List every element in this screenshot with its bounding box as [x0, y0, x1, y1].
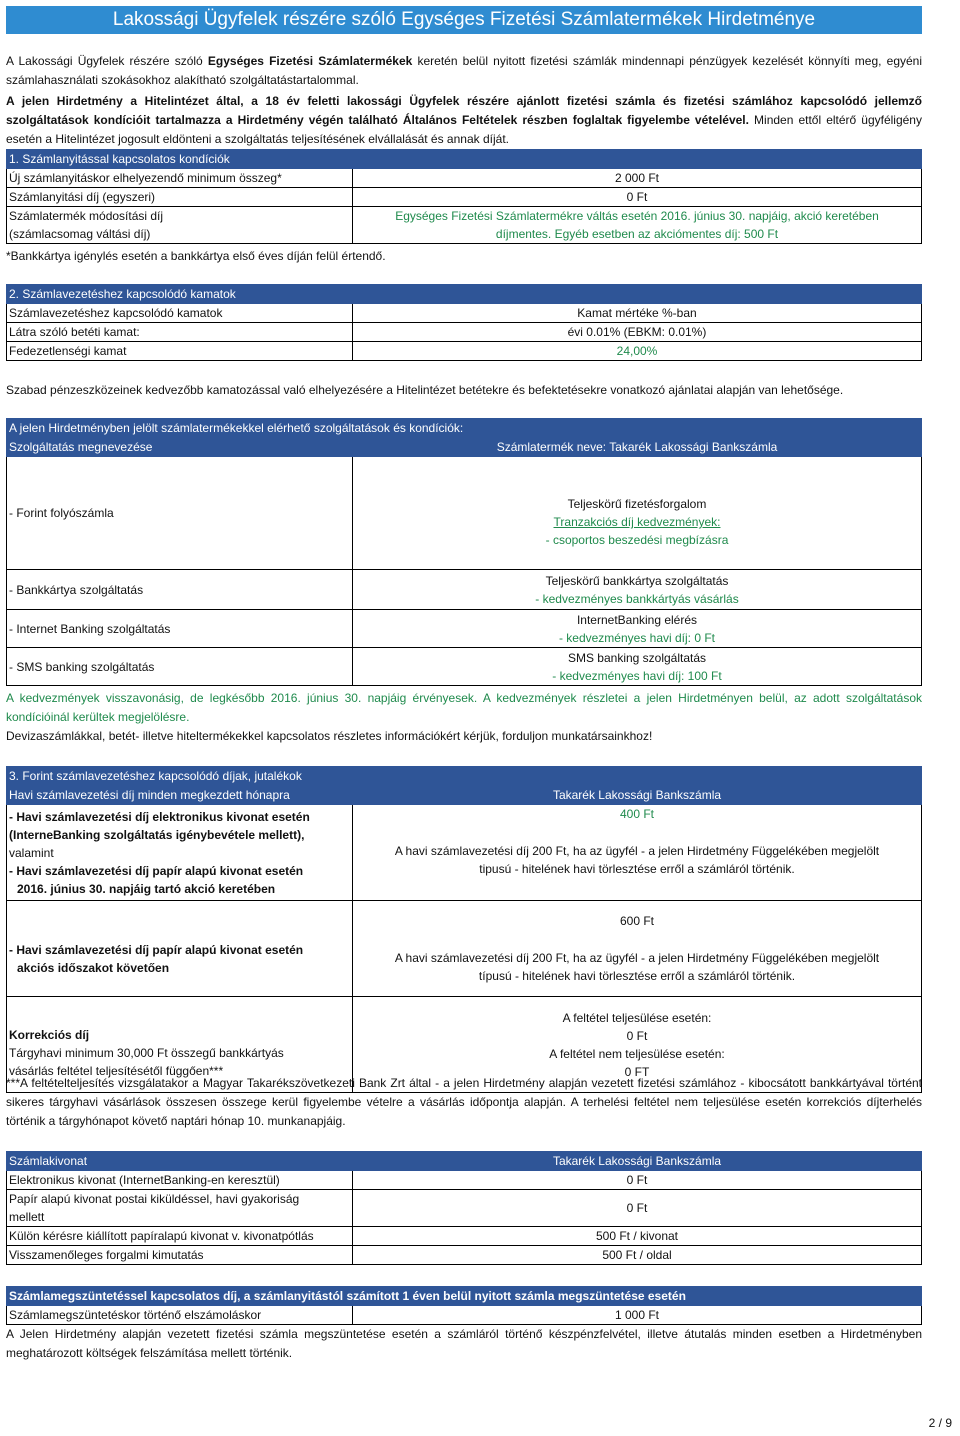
section-header: 2. Számlavezetéshez kapcsolódó kamatok: [7, 285, 922, 304]
service-forint-details: Teljeskörű fizetésforgalom Tranzakciós díj kedvezmények: - csoportos beszedési megbízásra: [353, 457, 922, 570]
discount-validity: A kedvezmények visszavonásig, de legkésőbb 2016. június 30. napjáig érvényesek. A kedvezmények részletei a jelen Hirdetményen belül, az adott szolgáltatások kondícióinál kerültek megjelölésre.: [6, 691, 922, 724]
fee-value: 400 Ft A havi számlavezetési díj 200 Ft, ha az ügyfél - a jelen Hirdetmény Függelékében megjelölt tipusú - hitelének havi törlesztése erről a számláról történik.: [353, 805, 922, 901]
intro-paragraph: A Lakossági Ügyfelek részére szóló Egységes Fizetési Számlatermékek keretén belül nyitott fizetési számlák mindennapi pénzügyek kezelését könnyíti meg, egyéni számlahasználati szokásokhoz alakítható szolgáltatástartalommal.: [6, 54, 923, 87]
service-sms: - SMS banking szolgáltatás: [7, 648, 353, 686]
column-header: Számlavezetéshez kapcsolódó kamatok: [7, 304, 353, 323]
footnote: *Bankkártya igénylés esetén a bankkártya első éves díján felül értendő.: [6, 249, 386, 263]
page-title: Lakossági Ügyfelek részére szóló Egységes Fizetési Számlatermékek Hirdetménye: [6, 6, 922, 34]
correction-fee-note: ***A feltételteljesítés vizsgálatakor a Magyar Takarékszövetkezeti Bank Zrt által - a jelen Hirdetmény alapján vezetett fizetési számlához - kibocsátott bankkártyával történt sikeres tárgyhavi vásárlások összesen összege kerül figyelembe vételre a vásárlás időpontja alapján. A terhelési feltétel nem teljesülése esetén korrekciós díjterhelés történik a tárgyhónapot követő naptári hónap 10. munkanapjáig.: [6, 1076, 922, 1128]
row-label: Papír alapú kivonat postai kiküldéssel, havi gyakoriság mellett: [7, 1190, 353, 1227]
account-opening-table: [6, 149, 922, 244]
section-header: A jelen Hirdetményben jelölt számlatermékekkel elérhető szolgáltatások és kondíciók:: [7, 419, 922, 438]
row-value: 24,00%: [353, 342, 922, 361]
row-label: Új számlanyitáskor elhelyezendő minimum összeg*: [7, 169, 353, 188]
column-header: Kamat mértéke %-ban: [353, 304, 922, 323]
services-table: [6, 418, 922, 686]
section-header: 3. Forint számlavezetéshez kapcsolódó díjak, jutalékok: [7, 767, 922, 786]
page-number: 2 / 9: [928, 1416, 952, 1430]
column-header: Szolgáltatás megnevezése: [7, 438, 353, 457]
closing-note: A Jelen Hirdetmény alapján vezetett fizetési számla megszüntetése esetén a számláról történő készpénzfelvétel, illetve átutalás minden esetben a Hirdetményben meghatározott költségek felszámítása mellett történik.: [6, 1327, 922, 1360]
column-header: Takarék Lakossági Bankszámla: [353, 1152, 922, 1171]
row-label: Visszamenőleges forgalmi kimutatás: [7, 1246, 353, 1265]
savings-note: Szabad pénzeszközeinek kedvezőbb kamatozással való elhelyezésére a Hitelintézet betétekre és befektetésekre vonatkozó ajánlatai alapján van lehetősége.: [6, 383, 844, 397]
row-value: 0 Ft: [353, 1171, 922, 1190]
fee-label: - Havi számlavezetési díj papír alapú kivonat esetén akciós időszakot követően: [7, 901, 353, 997]
row-label: Számlatermék módosítási díj (számlacsomag váltási díj): [7, 207, 353, 244]
column-header: Számlakivonat: [7, 1152, 353, 1171]
row-value: 2 000 Ft: [353, 169, 922, 188]
row-label: Elektronikus kivonat (InternetBanking-en keresztül): [7, 1171, 353, 1190]
column-header: Számlatermék neve: Takarék Lakossági Bankszámla: [353, 438, 922, 457]
service-internet: - Internet Banking szolgáltatás: [7, 610, 353, 648]
service-sms-details: SMS banking szolgáltatás - kedvezményes havi díj: 100 Ft: [353, 648, 922, 686]
row-value: 500 Ft / oldal: [353, 1246, 922, 1265]
column-header: Takarék Lakossági Bankszámla: [353, 786, 922, 805]
service-forint: - Forint folyószámla: [7, 457, 353, 570]
scope-paragraph: A jelen Hirdetmény a Hitelintézet által, a 18 év feletti lakossági Ügyfelek részére ajánlott fizetési számla és fizetési számlához kapcsolódó jellemző szolgáltatások kondícióit tartalmazza a Hirdetmény végén található Általános Feltételek részben foglaltak figyelembe vételével. Minden ettől eltérő ügyféligény esetén a Hitelintézet jogosult eldönteni a szolgáltatás teljesítésének elvállalását és annak díját.: [6, 94, 922, 146]
row-label: Látra szóló betéti kamat:: [7, 323, 353, 342]
closing-table: [6, 1286, 922, 1325]
fee-value: 600 Ft A havi számlavezetési díj 200 Ft, ha az ügyfél - a jelen Hirdetmény Függelékében megjelölt típusú - hitelének havi törlesztése erről a számláról történik.: [353, 901, 922, 997]
row-value: 500 Ft / kivonat: [353, 1227, 922, 1246]
row-label: Számlanyitási díj (egyszeri): [7, 188, 353, 207]
column-header: Havi számlavezetési díj minden megkezdett hónapra: [7, 786, 353, 805]
row-label: Számlamegszüntetéskor történő elszámoláskor: [7, 1306, 353, 1325]
row-label: Külön kérésre kiállított papíralapú kivonat v. kivonatpótlás: [7, 1227, 353, 1246]
section-header: 1. Számlanyitással kapcsolatos kondíciók: [7, 150, 922, 169]
interest-table: [6, 284, 922, 361]
row-value: 1 000 Ft: [353, 1306, 922, 1325]
section-header: Számlamegszüntetéssel kapcsolatos díj, a számlanyitástól számított 1 éven belül nyitott számla megszüntetése esetén: [7, 1287, 922, 1306]
fee-label: Korrekciós díj Tárgyhavi minimum 30,000 Ft összegű bankkártyás vásárlás feltétel teljesítésétől függően***: [7, 997, 353, 1093]
row-label: Fedezetlenségi kamat: [7, 342, 353, 361]
fees-table: [6, 766, 922, 1093]
service-card-details: Teljeskörű bankkártya szolgáltatás - kedvezményes bankkártyás vásárlás: [353, 570, 922, 610]
row-value: Egységes Fizetési Számlatermékre váltás esetén 2016. június 30. napjáig, akció keretében díjmentes. Egyéb esetben az akciómentes díj: 500 Ft: [353, 207, 922, 244]
fee-label: - Havi számlavezetési díj elektronikus kivonat esetén (InterneBanking szolgáltatás igénybevétele mellett), valamint - Havi számlavezetési díj papír alapú kivonat esetén 2016. június 30. napjáig tartó akció keretében: [7, 805, 353, 901]
row-value: 0 Ft: [353, 188, 922, 207]
service-internet-details: InternetBanking elérés - kedvezményes havi díj: 0 Ft: [353, 610, 922, 648]
fee-value: A feltétel teljesülése esetén: 0 Ft A feltétel nem teljesülése esetén: 0 FT: [353, 997, 922, 1093]
contact-note: Devizaszámlákkal, betét- illetve hiteltermékekkel kapcsolatos részletes információkért kérjük, forduljon munkatársainkhoz!: [6, 729, 653, 743]
row-value: évi 0.01% (EBKM: 0.01%): [353, 323, 922, 342]
service-card: - Bankkártya szolgáltatás: [7, 570, 353, 610]
row-value: 0 Ft: [353, 1190, 922, 1227]
statement-table: [6, 1151, 922, 1265]
